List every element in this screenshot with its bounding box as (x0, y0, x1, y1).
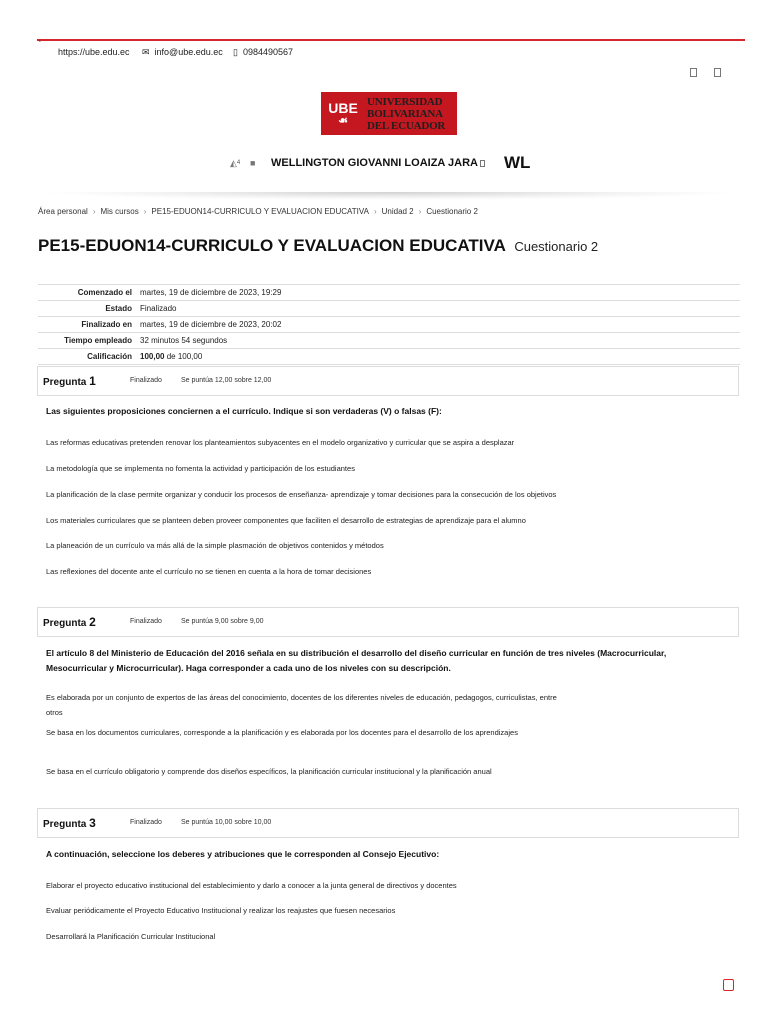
question-text: Las siguientes proposiciones conciernen a el currículo. Indique si son verdaderas (V) o falsas (F): (46, 406, 442, 416)
website-text[interactable]: https://ube.edu.ec (58, 47, 130, 57)
chevron-right-icon: › (143, 207, 147, 216)
question-text: A continuación, seleccione los deberes y atribuciones que le corresponden al Consejo Ejecutivo: (46, 849, 440, 859)
breadcrumb (38, 207, 478, 216)
question-option: Las reflexiones del docente ante el currículo no se tienen en cuenta a la hora de tomar decisiones (46, 567, 372, 576)
question-option: Desarrollará la Planificación Curricular Institucional (46, 932, 216, 941)
attempt-summary-table (38, 284, 740, 365)
header-tick: ` (38, 40, 42, 51)
summary-value: martes, 19 de diciembre de 2023, 20:02 (136, 317, 740, 333)
question-header (37, 808, 739, 838)
notifications-button[interactable] (230, 155, 240, 171)
question-option: Es elaborada por un conjunto de expertos de las áreas del conocimiento, docentes de los diferentes niveles de educación, pedagogos, curriculistas, entre otros (46, 693, 557, 717)
question-points: Se puntúa 10,00 sobre 10,00 (181, 819, 272, 826)
grade-value: 100,00 (140, 352, 165, 361)
summary-label: Calificación (38, 349, 136, 365)
chat-icon: ■ (250, 158, 256, 168)
question-header (37, 366, 739, 396)
chevron-right-icon: › (92, 207, 96, 216)
logo-hands-icon: ☙ (338, 115, 348, 127)
phone-icon: ▯ (233, 46, 238, 57)
summary-label: Comenzado el (38, 285, 136, 301)
question-option: Se basa en los documentos curriculares, corresponde a la planificación y es elaborada por los docentes para el desarrollo de los aprendizajes (46, 728, 518, 737)
question-header (37, 607, 739, 637)
summary-value: 32 minutos 54 segundos (136, 333, 740, 349)
email-text[interactable]: info@ube.edu.ec (154, 47, 223, 57)
summary-label: Estado (38, 301, 136, 317)
course-title: PE15-EDUON14-CURRICULO Y EVALUACION EDUCATIVA (38, 236, 506, 255)
question-number: Pregunta 1 (43, 374, 96, 388)
avatar[interactable]: WL (504, 153, 531, 172)
missing-glyph-icon[interactable] (690, 68, 697, 77)
logo-abbr: UBE ☙ (321, 100, 365, 127)
question-number: Pregunta 3 (43, 816, 96, 830)
mail-icon: ✉ (142, 46, 150, 57)
floating-action-icon[interactable] (723, 979, 734, 991)
question-points: Se puntúa 12,00 sobre 12,00 (181, 377, 272, 384)
question-option: Las reformas educativas pretenden renovar los planteamientos subyacentes en el modelo organizativo y curricular que se aspira a desplazar (46, 438, 515, 447)
bell-icon: ◭ (230, 157, 237, 168)
question-option: Se basa en el currículo obligatorio y comprende dos diseños específicos, la planificación curricular institucional y la planificación anual (46, 767, 492, 776)
question-option: La planificación de la clase permite organizar y conducir los procesos de enseñanza- aprendizaje y tomar decisiones para la consecución de los objetivos (46, 490, 557, 499)
question-number: Pregunta 2 (43, 615, 96, 629)
breadcrumb-item[interactable]: Área personal (38, 207, 88, 216)
user-menu-icon[interactable] (480, 160, 485, 167)
breadcrumb-item[interactable]: Unidad 2 (381, 207, 414, 216)
question-status: Finalizado (130, 819, 162, 826)
messages-button[interactable] (250, 155, 255, 171)
table-row (38, 349, 740, 365)
logo-name: UNIVERSIDAD BOLIVARIANA DEL ECUADOR (367, 95, 446, 132)
grade-total: de 100,00 (166, 352, 203, 361)
table-row (38, 301, 740, 317)
question-status: Finalizado (130, 377, 162, 384)
table-row (38, 317, 740, 333)
university-logo[interactable] (321, 92, 457, 135)
question-points: Se puntúa 9,00 sobre 9,00 (181, 618, 264, 625)
missing-glyph-icon[interactable] (714, 68, 721, 77)
question-option: Elaborar el proyecto educativo institucional del establecimiento y darlo a conocer a la junta general de directivos y docentes (46, 881, 457, 890)
question-status: Finalizado (130, 618, 162, 625)
breadcrumb-item[interactable]: Mis cursos (100, 207, 139, 216)
header-divider (36, 192, 744, 200)
email-contact[interactable] (142, 47, 223, 57)
chevron-right-icon: › (373, 207, 377, 216)
page-title (38, 236, 598, 256)
table-row (38, 285, 740, 301)
question-text: El artículo 8 del Ministerio de Educación del 2016 señala en su distribución el desarrollo del diseño curricular en función de tres niveles (Macrocurricular, Mesocurricular y Microcurricular). Haga corresponder a cada uno de los niveles con su descripción. (46, 648, 667, 673)
question-option: Los materiales curriculares que se planteen deben proveer componentes que faciliten el desarrollo de estrategias de aprendizaje para el alumno (46, 516, 526, 525)
breadcrumb-item[interactable]: Cuestionario 2 (426, 207, 478, 216)
question-option: La planeación de un currículo va más allá de la simple plasmación de objetivos contenidos y métodos (46, 541, 384, 550)
user-name[interactable]: WELLINGTON GIOVANNI LOAIZA JARA (271, 157, 478, 169)
top-accent-line (37, 39, 745, 41)
table-row (38, 333, 740, 349)
summary-value: Finalizado (136, 301, 740, 317)
summary-value: martes, 19 de diciembre de 2023, 19:29 (136, 285, 740, 301)
summary-label: Finalizado en (38, 317, 136, 333)
breadcrumb-item[interactable]: PE15-EDUON14-CURRICULO Y EVALUACION EDUCATIVA (151, 207, 369, 216)
notification-count: 4 (236, 160, 241, 166)
chevron-right-icon: › (418, 207, 422, 216)
summary-label: Tiempo empleado (38, 333, 136, 349)
phone-text[interactable]: 0984490567 (242, 47, 294, 57)
quiz-name: Cuestionario 2 (514, 239, 599, 254)
phone-contact[interactable] (233, 47, 293, 57)
website-link[interactable] (58, 47, 130, 57)
question-option: La metodología que se implementa no fomenta la actividad y participación de los estudiantes (46, 464, 355, 473)
summary-value (136, 349, 740, 365)
question-option: Evaluar periódicamente el Proyecto Educativo Institucional y realizar los reajustes que fuesen necesarios (46, 906, 396, 915)
